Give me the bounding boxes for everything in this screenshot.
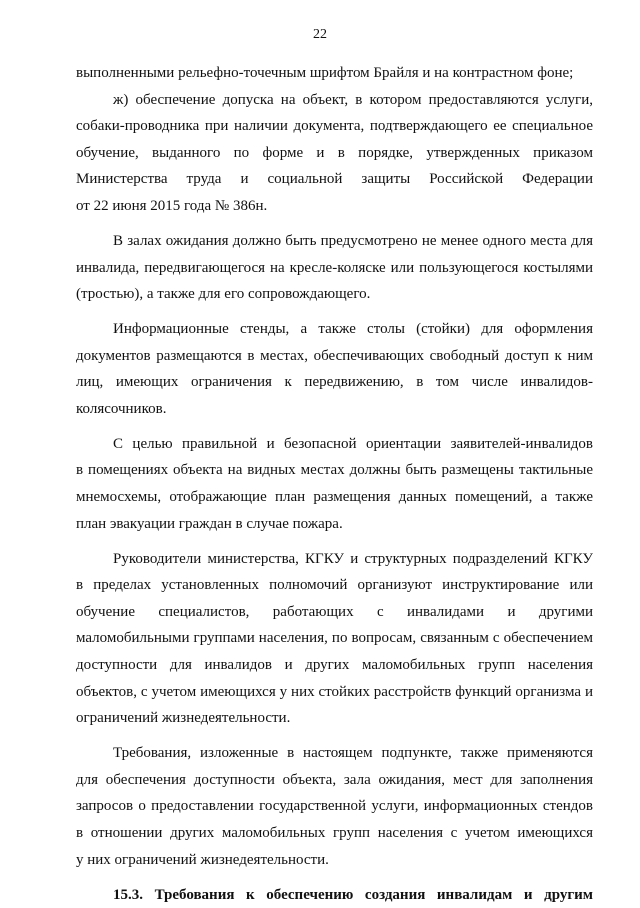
text-line: доступности для инвалидов и других маломобильных групп населения [76,657,593,674]
text-line: колясочников. [76,400,167,417]
text-line: в пределах установленных полномочий организуют инструктирование или [76,577,593,594]
text-line: В залах ожидания должно быть предусмотрено не менее одного места для [113,232,593,249]
document-body [76,60,593,908]
text-line: мнемосхемы, отображающие план размещения данных помещений, а также [76,489,593,506]
text-line: выполненными рельефно-точечным шрифтом Брайля и на контрастном фоне; [76,65,574,81]
text-line: у них ограничений жизнедеятельности. [76,851,329,868]
paragraph-managers [76,546,593,732]
paragraph-waiting-halls [76,228,593,308]
text-line: для обеспечения доступности объекта, зала ожидания, мест для заполнения [76,771,593,788]
text-line: инвалида, передвигающегося на кресле-коляске или пользующегося костылями [76,259,593,276]
text-line: план эвакуации граждан в случае пожара. [76,515,343,532]
paragraph-continuation [76,60,593,87]
text-line: в помещениях объекта на видных местах должны быть размещены тактильные [76,462,593,479]
text-line: С целью правильной и безопасной ориентации заявителей-инвалидов [113,435,593,452]
text-line: ж) обеспечение допуска на объект, в котором предоставляются услуги, [113,91,593,108]
text-line: объектов, с учетом имеющихся у них стойких расстройств функций организма и [76,683,593,700]
text-line: собаки-проводника при наличии документа, подтверждающего ее специальное [76,118,593,135]
paragraph-guide-dog [76,87,593,220]
text-line: обучение специалистов, работающих с инвалидами и другими [76,603,593,620]
section-heading [76,882,593,908]
text-line: обучение, выданного по форме и в порядке, утвержденных приказом [76,144,593,161]
text-line: Информационные стенды, а также столы (стойки) для оформления [113,321,593,338]
paragraph-requirements [76,740,593,873]
paragraph-info-stands [76,316,593,422]
text-line: Министерства труда и социальной защиты Российской Федерации [76,171,593,188]
text-line: ограничений жизнедеятельности. [76,710,291,727]
text-line: документов размещаются в местах, обеспечивающих свободный доступ к ним [76,347,593,364]
text-line: лиц, имеющих ограничения к передвижению, в том числе инвалидов- [76,374,593,391]
text-line: Руководители министерства, КГКУ и структурных подразделений КГКУ [113,550,593,567]
text-line: от 22 июня 2015 года № 386н. [76,197,268,214]
text-line: запросов о предоставлении государственной услуги, информационных стендов [76,798,593,815]
page-number: 22 [313,27,327,42]
text-line: в отношении других маломобильных групп населения с учетом имеющихся [76,824,593,841]
text-line: (тростью), а также для его сопровождающего. [76,286,371,303]
section-title: Требования к обеспечению создания инвалидам и другим [154,886,593,903]
section-number: 15.3. [113,886,143,903]
text-line: маломобильными группами населения, по вопросам, связанным с обеспечением [76,630,593,647]
text-line: Требования, изложенные в настоящем подпункте, также применяются [113,745,593,762]
paragraph-orientation [76,431,593,537]
